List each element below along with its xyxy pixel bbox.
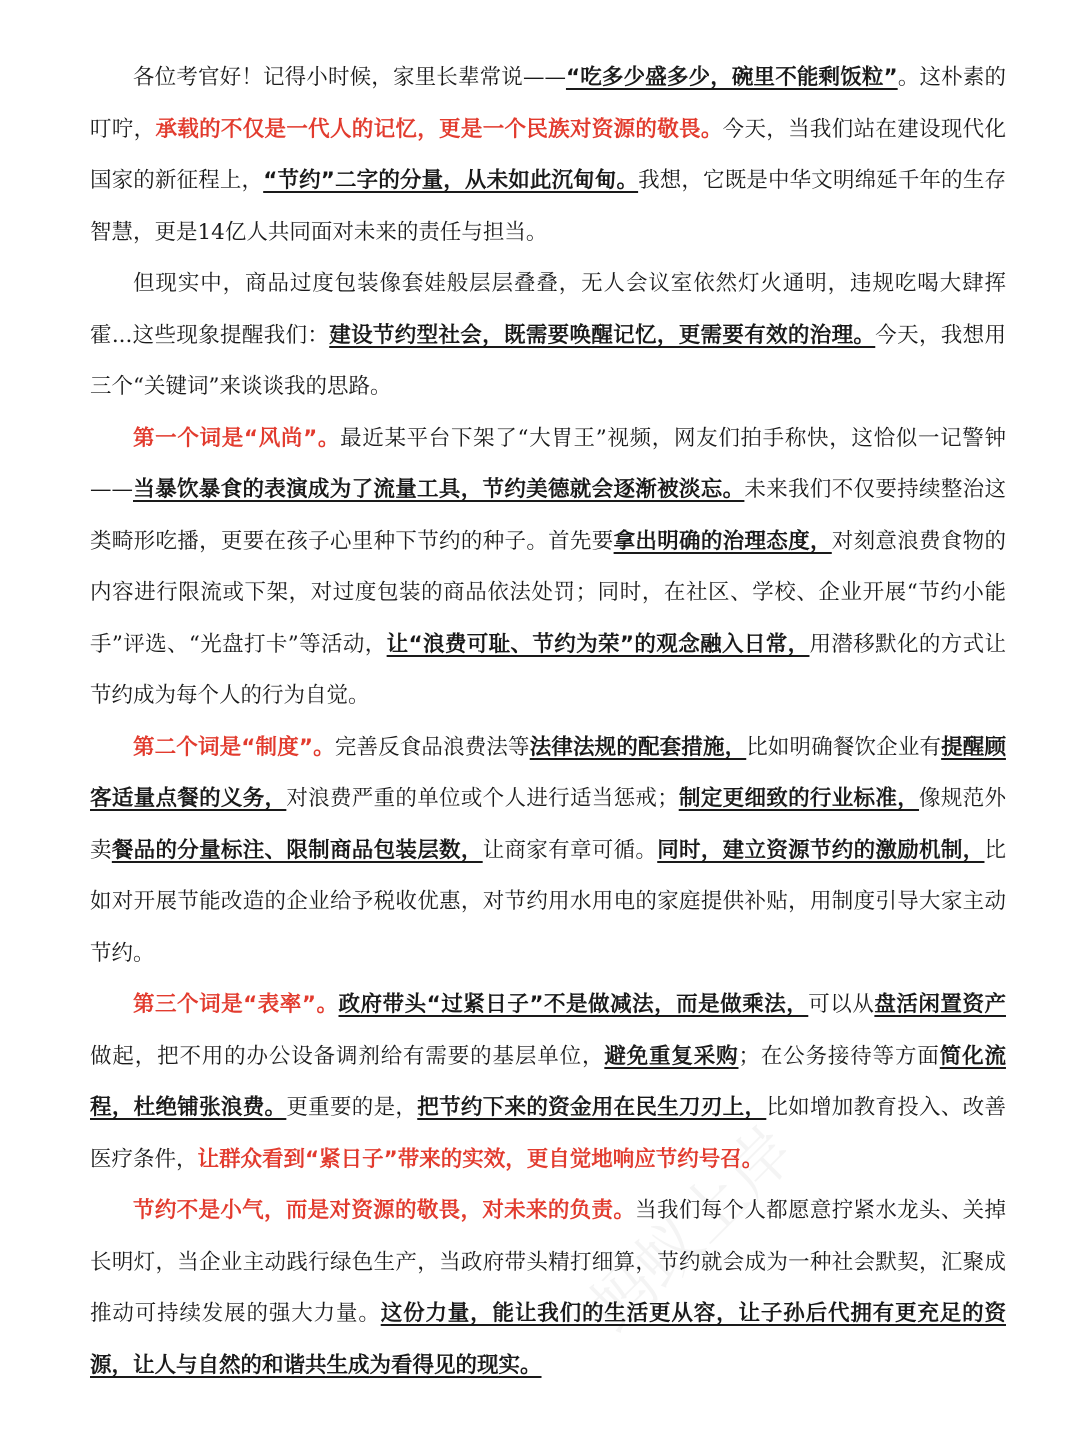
red-emphasis: 让群众看到“紧日子”带来的实效，更自觉地响应节约号召。 [197, 1146, 764, 1172]
text-run: 比如明确餐饮企业有 [746, 734, 942, 760]
keyword-heading: 第一个词是“风尚”。 [133, 425, 341, 451]
underlined-emphasis: 提醒顾客适量点餐的义务， [90, 734, 1006, 811]
text-run: 未来我们不仅要持续整治这类畸形吃播，更要在孩子心里种下节约的种子。首先要 [90, 477, 1006, 554]
underlined-emphasis: 同时，建立资源节约的激励机制， [657, 837, 985, 863]
text-run: 可以从 [808, 992, 875, 1017]
paragraph-keyword-biaoshuai [90, 979, 1006, 1185]
text-run: 用潜移默化的方式让节约成为每个人的行为自觉。 [90, 631, 1006, 708]
text-run: 对刻意浪费食物的内容进行限流或下架，对过度包装的商品依法处罚；同时，在社区、学校、企业开展“节约小能手”评选、“光盘打卡”等活动， [90, 528, 1006, 657]
underlined-emphasis: “节约”二字的分量，从未如此沉甸甸。 [263, 168, 639, 193]
essay-document [90, 52, 1006, 1391]
underlined-emphasis: 让“浪费可耻、节约为荣”的观念融入日常， [386, 631, 810, 657]
underlined-emphasis: 政府带头“过紧日子”不是做减法，而是做乘法， [338, 992, 809, 1017]
text-run: 让商家有章可循。 [482, 837, 658, 863]
text-run: 对浪费严重的单位或个人进行适当惩戒； [286, 786, 679, 811]
paragraph-keyword-fengshang [90, 413, 1006, 722]
text-run: 完善反食品浪费法等 [334, 734, 530, 760]
text-run: 但现实中，商品过度包装像套娃般层层叠叠，无人会议室依然灯火通明，违规吃喝大肆挥霍...这些现象提醒我们： [90, 271, 1006, 348]
text-run: 比如增加教育投入、改善医疗条件， [90, 1095, 1006, 1172]
text-run: ；在公务接待等方面 [738, 1043, 940, 1069]
text-run: 比如对开展节能改造的企业给予税收优惠，对节约用水用电的家庭提供补贴，用制度引导大家主动节约。 [90, 837, 1006, 966]
paragraph-problem [90, 258, 1006, 413]
keyword-heading: 第二个词是“制度”。 [133, 734, 335, 760]
underlined-emphasis: 餐品的分量标注、限制商品包装层数， [111, 837, 483, 863]
text-run: 当我们每个人都愿意拧紧水龙头、关掉长明灯，当企业主动践行绿色生产，当政府带头精打细算，节约就会成为一种社会默契，汇聚成推动可持续发展的强大力量。 [90, 1198, 1006, 1326]
text-run: 最近某平台下架了“大胃王”视频，网友们拍手称快，这恰似一记警钟—— [90, 425, 1006, 502]
underlined-emphasis: “吃多少盛多少，碗里不能剩饭粒” [565, 65, 898, 90]
red-emphasis: 节约不是小气，而是对资源的敬畏，对未来的负责。 [133, 1198, 636, 1223]
underlined-emphasis: 把节约下来的资金用在民生刀刃上， [417, 1095, 767, 1120]
underlined-emphasis: 拿出明确的治理态度， [613, 528, 832, 554]
paragraph-keyword-zhidu [90, 722, 1006, 980]
text-run: 像规范外卖 [90, 786, 1006, 863]
underlined-emphasis: 避免重复采购 [604, 1043, 739, 1069]
underlined-emphasis: 这份力量，能让我们的生活更从容，让子孙后代拥有更充足的资源，让人与自然的和谐共生成为看得见的现实。 [90, 1301, 1006, 1378]
text-run: 今天，当我们站在建设现代化国家的新征程上， [90, 116, 1006, 193]
keyword-heading: 第三个词是“表率”。 [133, 992, 339, 1017]
text-run: 。这朴素的叮咛， [90, 65, 1006, 142]
paragraph-intro [90, 52, 1006, 258]
text-run: 今天，我想用三个“关键词”来谈谈我的思路。 [90, 322, 1006, 399]
text-run: 我想，它既是中华文明绵延千年的生存智慧，更是14亿人共同面对未来的责任与担当。 [90, 168, 1006, 245]
paragraph-conclusion [90, 1185, 1006, 1391]
underlined-emphasis: 当暴饮暴食的表演成为了流量工具，节约美德就会逐渐被淡忘。 [133, 477, 745, 502]
underlined-emphasis: 建设节约型社会，既需要唤醒记忆，更需要有效的治理。 [329, 322, 876, 348]
underlined-emphasis: 简化流程，杜绝铺张浪费。 [90, 1043, 1006, 1120]
text-run: 更重要的是， [286, 1095, 418, 1120]
underlined-emphasis: 盘活闲置资产 [874, 992, 1006, 1017]
underlined-emphasis: 制定更细致的行业标准， [678, 786, 920, 811]
text-run: 做起，把不用的办公设备调剂给有需要的基层单位， [90, 1043, 605, 1069]
red-emphasis: 承载的不仅是一代人的记忆，更是一个民族对资源的敬畏。 [155, 116, 723, 142]
underlined-emphasis: 法律法规的配套措施， [529, 734, 747, 760]
text-run: 各位考官好！记得小时候，家里长辈常说—— [133, 65, 566, 90]
